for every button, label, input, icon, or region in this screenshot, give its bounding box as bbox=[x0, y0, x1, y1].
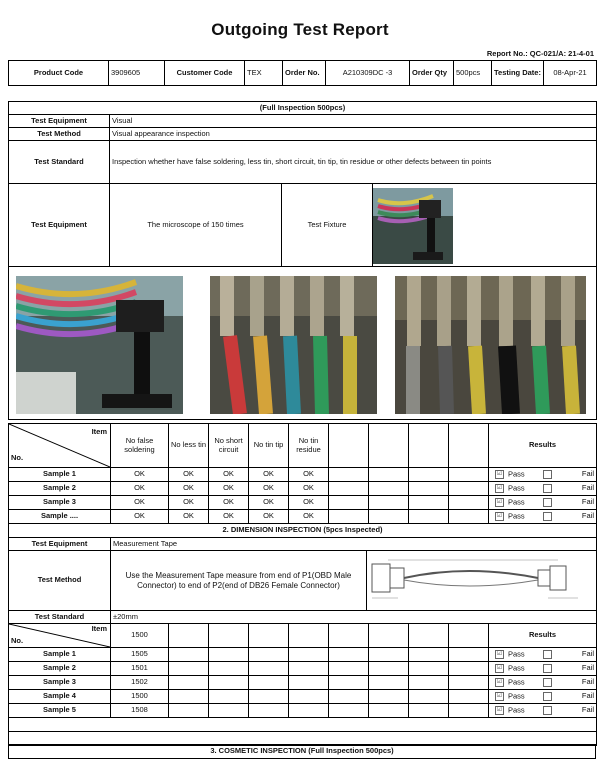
fail-label: Fail bbox=[581, 468, 594, 478]
table-row bbox=[9, 690, 597, 704]
s2-result-cell bbox=[489, 648, 597, 662]
s2-item-no-header bbox=[9, 624, 111, 648]
product-code-label: Product Code bbox=[9, 61, 109, 86]
s1-cell: OK bbox=[289, 482, 329, 496]
s1-cell: OK bbox=[209, 482, 249, 496]
s2-row-name: Sample 1 bbox=[9, 648, 111, 662]
s1-no-label: No. bbox=[11, 453, 24, 463]
s1-col-empty bbox=[409, 424, 449, 468]
section2-heading: 2. DIMENSION INSPECTION (5pcs Inspected) bbox=[9, 524, 597, 538]
fail-checkbox[interactable] bbox=[543, 664, 552, 673]
pass-label: Pass bbox=[508, 677, 525, 687]
s1-cell: OK bbox=[249, 496, 289, 510]
fail-label: Fail bbox=[581, 676, 594, 686]
s1-cell: OK bbox=[209, 496, 249, 510]
table-row bbox=[9, 496, 597, 510]
order-qty-label: Order Qty bbox=[410, 61, 454, 86]
s1-results-header: Results bbox=[489, 424, 597, 468]
order-no-value: A210309DC -3 bbox=[326, 61, 410, 86]
section3-table bbox=[8, 744, 596, 759]
s1-equip-label: Test Equipment bbox=[9, 115, 110, 128]
pass-checkbox[interactable]: ☑ bbox=[496, 470, 503, 477]
cable-drawing bbox=[368, 554, 588, 606]
s1-equip2-label: Test Equipment bbox=[9, 184, 110, 267]
table-row bbox=[9, 676, 597, 690]
s2-standard-label: Test Standard bbox=[9, 611, 111, 624]
fail-checkbox[interactable] bbox=[543, 678, 552, 687]
s1-col-empty bbox=[329, 424, 369, 468]
s2-cell: 1505 bbox=[111, 648, 169, 662]
s1-result-cell bbox=[489, 510, 597, 524]
s1-item-no-header bbox=[9, 424, 111, 468]
s1-cell: OK bbox=[169, 468, 209, 482]
s1-result-cell bbox=[489, 482, 597, 496]
s1-method-label: Test Method bbox=[9, 128, 110, 141]
pass-label: Pass bbox=[508, 649, 525, 659]
pass-label: Pass bbox=[508, 691, 525, 701]
customer-code-label: Customer Code bbox=[165, 61, 245, 86]
s1-cell: OK bbox=[209, 468, 249, 482]
customer-code-value: TEX bbox=[245, 61, 283, 86]
testing-date-label: Testing Date: bbox=[492, 61, 544, 86]
s2-row-name: Sample 3 bbox=[9, 676, 111, 690]
pass-label: Pass bbox=[508, 511, 525, 521]
pass-label: Pass bbox=[508, 705, 525, 715]
s2-results-header: Results bbox=[489, 624, 597, 648]
fail-label: Fail bbox=[581, 690, 594, 700]
section1-results-table bbox=[8, 423, 597, 524]
s1-result-cell bbox=[489, 496, 597, 510]
s1-cell: OK bbox=[289, 510, 329, 524]
s1-cell: OK bbox=[169, 510, 209, 524]
fail-label: Fail bbox=[581, 704, 594, 714]
order-qty-value: 500pcs bbox=[454, 61, 492, 86]
pass-label: Pass bbox=[508, 497, 525, 507]
s2-result-cell bbox=[489, 704, 597, 718]
s2-cell: 1502 bbox=[111, 676, 169, 690]
s1-method-value: Visual appearance inspection bbox=[110, 128, 597, 141]
s2-equip-value: Measurement Tape bbox=[111, 538, 597, 551]
section1-heading: (Full Inspection 500pcs) bbox=[9, 102, 597, 115]
s1-col-no-false-soldering: No false soldering bbox=[111, 424, 169, 468]
solder-closeup-photo-1 bbox=[210, 276, 377, 414]
pass-checkbox[interactable]: ☑ bbox=[496, 512, 503, 519]
table-row bbox=[9, 510, 597, 524]
fail-label: Fail bbox=[581, 648, 594, 658]
s1-equip-value: Visual bbox=[110, 115, 597, 128]
s1-col-empty bbox=[369, 424, 409, 468]
s1-row-name: Sample 2 bbox=[9, 482, 111, 496]
s2-nominal: 1500 bbox=[111, 624, 169, 648]
fail-checkbox[interactable] bbox=[543, 692, 552, 701]
s1-col-empty bbox=[449, 424, 489, 468]
s2-result-cell bbox=[489, 662, 597, 676]
s1-col-no-less-tin: No less tin bbox=[169, 424, 209, 468]
s2-equip-label: Test Equipment bbox=[9, 538, 111, 551]
fail-label: Fail bbox=[581, 496, 594, 506]
s2-standard-value: ±20mm bbox=[111, 611, 597, 624]
microscope-photo bbox=[16, 276, 183, 414]
pass-checkbox[interactable]: ☑ bbox=[496, 484, 503, 491]
s1-item-label: Item bbox=[91, 427, 107, 436]
s1-standard-value: Inspection whether have false soldering, less tin, short circuit, tin tip, tin residue or other defects between tin points bbox=[110, 141, 597, 184]
fail-label: Fail bbox=[581, 662, 594, 672]
fail-checkbox[interactable] bbox=[543, 484, 552, 493]
s1-fixture: Test Fixture bbox=[282, 184, 373, 267]
table-row bbox=[9, 468, 597, 482]
fail-checkbox[interactable] bbox=[543, 498, 552, 507]
pass-label: Pass bbox=[508, 663, 525, 673]
s2-cell: 1508 bbox=[111, 704, 169, 718]
section2-results-table bbox=[8, 623, 597, 746]
pass-label: Pass bbox=[508, 483, 525, 493]
solder-closeup-photo-2 bbox=[395, 276, 586, 414]
s1-col-no-tin-residue: No tin residue bbox=[289, 424, 329, 468]
s1-col-no-tin-tip: No tin tip bbox=[249, 424, 289, 468]
s1-cell: OK bbox=[209, 510, 249, 524]
s1-cell: OK bbox=[289, 468, 329, 482]
s2-row-name: Sample 5 bbox=[9, 704, 111, 718]
s1-result-cell bbox=[489, 468, 597, 482]
s1-cell: OK bbox=[249, 510, 289, 524]
fail-checkbox[interactable] bbox=[543, 470, 552, 479]
fail-label: Fail bbox=[581, 510, 594, 520]
fail-checkbox[interactable] bbox=[543, 650, 552, 659]
fixture-photo bbox=[373, 188, 453, 264]
s1-cell: OK bbox=[111, 468, 169, 482]
report-number: Report No.: QC-021/A: 21-4-01 bbox=[486, 49, 594, 58]
s2-no-label: No. bbox=[11, 636, 24, 646]
header-table bbox=[8, 60, 597, 86]
pass-checkbox[interactable]: ☑ bbox=[496, 664, 503, 671]
pass-checkbox[interactable]: ☑ bbox=[496, 692, 503, 699]
table-row bbox=[9, 482, 597, 496]
s1-standard-label: Test Standard bbox=[9, 141, 110, 184]
table-row bbox=[9, 704, 597, 718]
s1-row-name: Sample 1 bbox=[9, 468, 111, 482]
table-row bbox=[9, 662, 597, 676]
s1-cell: OK bbox=[169, 482, 209, 496]
s1-cell: OK bbox=[249, 482, 289, 496]
pass-checkbox[interactable]: ☑ bbox=[496, 706, 503, 713]
order-no-label: Order No. bbox=[283, 61, 326, 86]
testing-date-value: 08-Apr-21 bbox=[544, 61, 597, 86]
s2-cell: 1500 bbox=[111, 690, 169, 704]
s1-cell: OK bbox=[111, 496, 169, 510]
s1-cell: OK bbox=[289, 496, 329, 510]
table-row bbox=[9, 648, 597, 662]
s1-cell: OK bbox=[249, 468, 289, 482]
s2-cell: 1501 bbox=[111, 662, 169, 676]
s2-method-label: Test Method bbox=[9, 551, 111, 611]
fail-checkbox[interactable] bbox=[543, 512, 552, 521]
s1-row-name: Sample .... bbox=[9, 510, 111, 524]
fail-checkbox[interactable] bbox=[543, 706, 552, 715]
report-title: Outgoing Test Report bbox=[211, 20, 389, 39]
s1-row-name: Sample 3 bbox=[9, 496, 111, 510]
s1-col-no-short-circuit: No short circuit bbox=[209, 424, 249, 468]
s2-item-label: Item bbox=[91, 624, 107, 633]
s2-row-name: Sample 2 bbox=[9, 662, 111, 676]
pass-checkbox[interactable]: ☑ bbox=[496, 650, 503, 657]
pass-checkbox[interactable]: ☑ bbox=[496, 498, 503, 505]
s1-cell: OK bbox=[169, 496, 209, 510]
s1-microscope: The microscope of 150 times bbox=[110, 184, 282, 267]
s2-row-name: Sample 4 bbox=[9, 690, 111, 704]
fail-label: Fail bbox=[581, 482, 594, 492]
s1-cell: OK bbox=[111, 510, 169, 524]
pass-checkbox[interactable]: ☑ bbox=[496, 678, 503, 685]
s2-method-value: Use the Measurement Tape measure from end of P1(OBD Male Connector) to end of P2(end of DB26 Female Connector) bbox=[111, 551, 367, 611]
s1-cell: OK bbox=[111, 482, 169, 496]
product-code-value: 3909605 bbox=[109, 61, 165, 86]
s2-result-cell bbox=[489, 676, 597, 690]
s2-result-cell bbox=[489, 690, 597, 704]
section3-heading: 3. COSMETIC INSPECTION (Full Inspection 500pcs) bbox=[9, 745, 596, 759]
s2-blank-row bbox=[9, 718, 597, 732]
pass-label: Pass bbox=[508, 469, 525, 479]
